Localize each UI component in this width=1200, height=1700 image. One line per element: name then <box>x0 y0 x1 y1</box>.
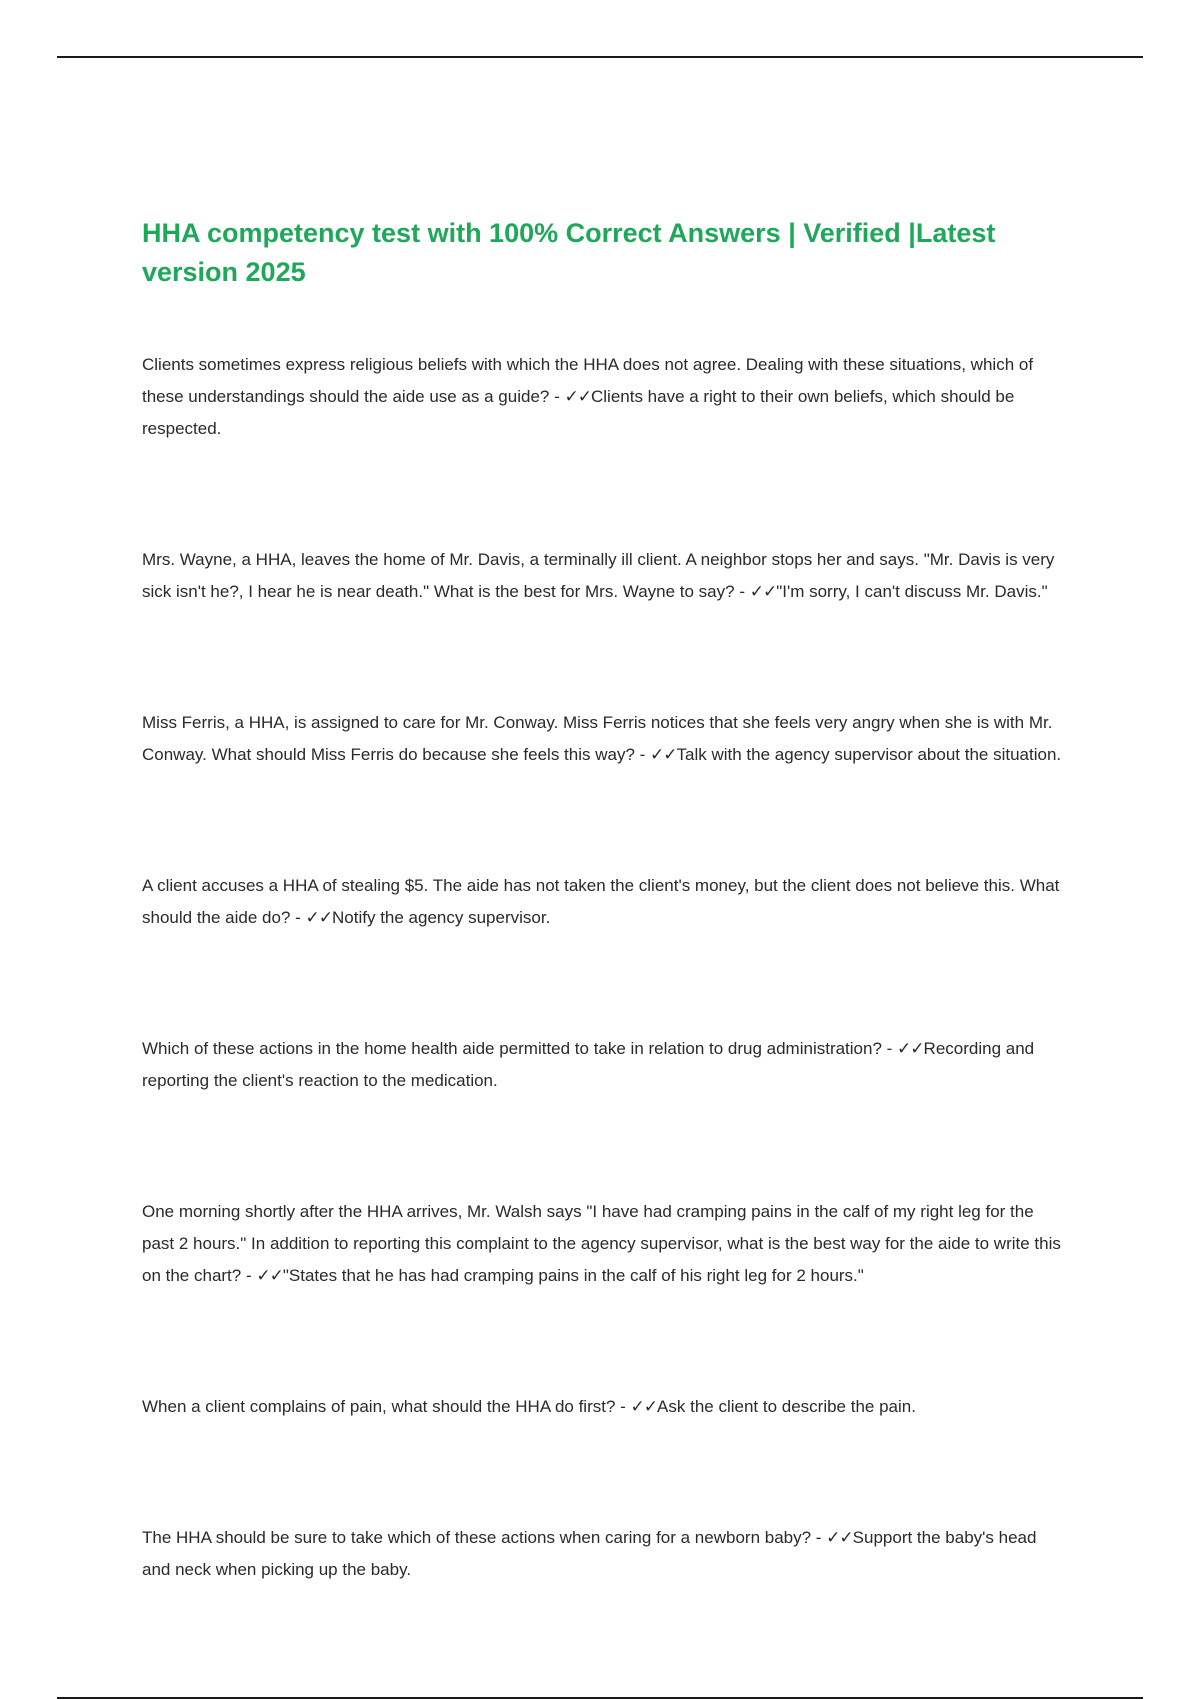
question-text: When a client complains of pain, what should the HHA do first? <box>142 1397 616 1416</box>
separator: - <box>634 745 651 764</box>
answer-text: "States that he has had cramping pains in the calf of his right leg for 2 hours." <box>282 1266 864 1285</box>
answer-text: Ask the client to describe the pain. <box>657 1397 916 1416</box>
separator: - <box>881 1039 898 1058</box>
qa-item-1 <box>142 349 1067 445</box>
question-text: Which of these actions in the home health aide permitted to take in relation to drug administration? <box>142 1039 882 1058</box>
double-check-icon: ✓✓ <box>650 745 677 765</box>
double-check-icon: ✓✓ <box>564 387 591 407</box>
qa-item-7 <box>142 1391 1067 1423</box>
bottom-rule <box>57 1697 1143 1699</box>
question-text: Clients sometimes express religious beliefs with which the HHA does not agree. Dealing with these situations, which of these understandings should the aide use as a guide? <box>142 355 1034 406</box>
answer-text: Support the baby's head and neck when picking up the baby. <box>142 1528 1037 1579</box>
qa-list <box>142 349 1067 1586</box>
separator: - <box>734 582 750 601</box>
qa-item-6 <box>142 1196 1067 1292</box>
double-check-icon: ✓✓ <box>749 582 777 602</box>
answer-text: Notify the agency supervisor. <box>332 908 551 927</box>
qa-item-4 <box>142 870 1067 934</box>
double-check-icon: ✓✓ <box>826 1528 853 1548</box>
double-check-icon: ✓✓ <box>630 1397 658 1417</box>
question-text: Mrs. Wayne, a HHA, leaves the home of Mr. Davis, a terminally ill client. A neighbor stops her and says. "Mr. Davis is very sick isn't he?, I hear he is near death." What is the best for Mrs. Wayne to say? <box>142 550 1055 601</box>
separator: - <box>290 908 306 927</box>
separator: - <box>615 1397 631 1416</box>
separator: - <box>241 1266 257 1285</box>
qa-item-8 <box>142 1522 1067 1586</box>
question-text: A client accuses a HHA of stealing $5. The aide has not taken the client's money, but the client does not believe this. What should the aide do? <box>142 876 1060 927</box>
question-text: One morning shortly after the HHA arrives, Mr. Walsh says "I have had cramping pains in the calf of my right leg for the past 2 hours." In addition to reporting this complaint to the agency supervisor, what is the best way for the aide to write this on the chart? <box>142 1202 1061 1285</box>
document-body <box>142 214 1067 1586</box>
qa-item-5 <box>142 1033 1067 1097</box>
qa-item-2 <box>142 544 1067 608</box>
qa-item-3 <box>142 707 1067 771</box>
question-text: The HHA should be sure to take which of these actions when caring for a newborn baby? <box>142 1528 812 1547</box>
double-check-icon: ✓✓ <box>897 1039 924 1059</box>
answer-text: Recording and reporting the client's reaction to the medication. <box>142 1039 1035 1090</box>
answer-text: Clients have a right to their own beliefs, which should be respected. <box>142 387 1015 438</box>
document-title: HHA competency test with 100% Correct Answers | Verified |Latest version 2025 <box>142 218 996 287</box>
separator: - <box>811 1528 827 1547</box>
double-check-icon: ✓✓ <box>305 908 333 928</box>
answer-text: Talk with the agency supervisor about the situation. <box>676 745 1062 764</box>
top-rule <box>57 56 1143 58</box>
double-check-icon: ✓✓ <box>256 1266 283 1286</box>
answer-text: "I'm sorry, I can't discuss Mr. Davis." <box>776 582 1048 601</box>
question-text: Miss Ferris, a HHA, is assigned to care for Mr. Conway. Miss Ferris notices that she feels very angry when she is with Mr. Conway. What should Miss Ferris do because she feels this way? <box>142 713 1053 764</box>
separator: - <box>549 387 565 406</box>
